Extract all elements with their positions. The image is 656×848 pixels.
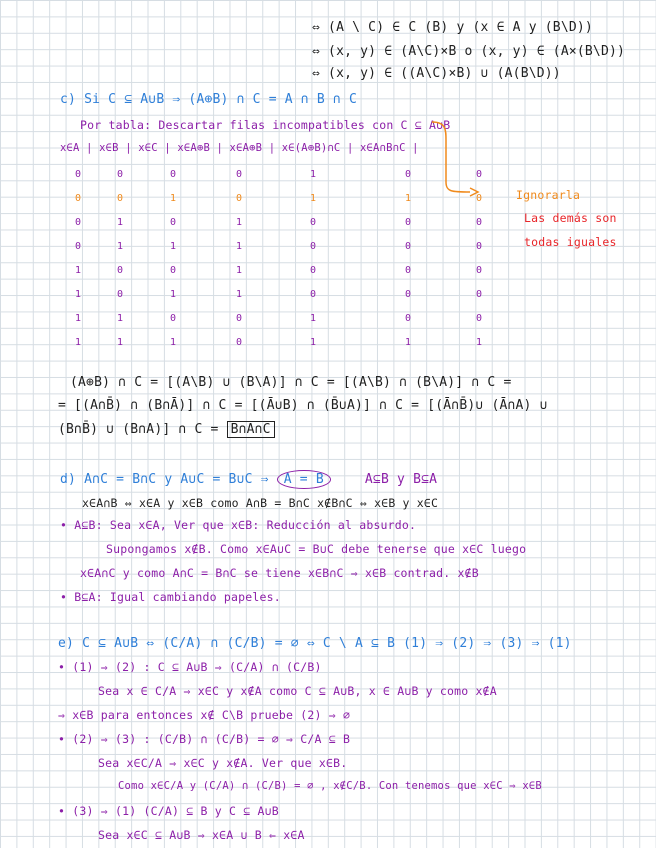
top-line-3: ⇔ (x, y) ∈ ((A\C)×B) ∪ (A(B\D)) [312,66,561,81]
section-e-line-8: Sea x∈C ⊆ A∪B ⇒ x∈A ∪ B ⇐ x∈A [98,828,305,842]
section-e-line-5: Sea x∈C/A ⇒ x∈C y x∉A. Ver que x∈B. [98,756,348,770]
proof-line-2: = [(A∩B̄) ∩ (B∩Ā)] ∩ C = [(Ā∪B) ∩ (B̄∪A)] ∩ C = [(Ā∩B̄)∪ (Ā∩A) ∪ [58,398,548,413]
others-note-line-2: todas iguales [524,235,617,249]
section-d-line-3: Supongamos x∉B. Como x∈A∪C = B∪C debe tenerse que x∈C luego [106,542,527,556]
top-line-2: ⇔ (x, y) ∈ (A\C)×B o (x, y) ∈ (A×(B\D)) [312,44,626,59]
section-c-note: Por tabla: Descartar filas incompatibles con C ⊆ A∪B [80,118,451,132]
section-e-line-3: ⇒ x∈B para entonces x∉ C\B pruebe (2) ⇒ ∅ [58,708,351,722]
table-row: 0 1 0 1 0 0 0 [74,217,483,229]
section-d-title: d) A∩C = B∩C y A∪C = B∪C ⇒ A = B A⊆B y B⊆A [60,472,438,487]
others-note-line-1: Las demás son [524,211,617,225]
section-e-line-4: • (2) ⇒ (3) : (C/B) ∩ (C/B) = ∅ ⇒ C/A ⊆ B [58,732,351,746]
ignored-row-note: Ignorarla [516,188,581,202]
section-e-line-7: • (3) ⇒ (1) (C/A) ⊆ B y C ⊆ A∪B [58,804,279,818]
section-d-line-2: • A⊆B: Sea x∈A, Ver que x∈B: Reducción al absurdo. [60,518,417,532]
table-row: 1 1 0 0 1 0 0 [74,312,483,324]
section-e-line-6: Como x∈C/A y (C/A) ∩ (C/B) = ∅ , x∉C/B. Con tenemos que x∈C ⇒ x∈B [118,780,542,792]
proof-line-3: (B∩B̄) ∪ (B∩A)] ∩ C = B∩A∩C [58,422,275,437]
section-d-line-5: • B⊆A: Igual cambiando papeles. [60,590,281,604]
truth-table-header: x∈A | x∈B | x∈C | x∈A⊕B | x∈A⊕B | x∈(A⊕B)∩C | x∈A∩B∩C | [60,142,419,154]
table-row-ignored: 0 0 1 0 1 1 0 [74,193,483,205]
circled-a-equals-b: A = B [277,470,331,489]
table-row: 1 0 0 1 0 0 0 [74,265,483,276]
section-d-line-1: x∈A∩B ⇔ x∈A y x∈B como A∩B = B∩C x∉B∩C ⇔ x∈B y x∈C [82,496,439,510]
section-e-line-2: Sea x ∈ C/A ⇒ x∈C y x∉A como C ⊆ A∪B, x ∈ A∪B y como x∉A [98,684,497,698]
section-e-title: e) C ⊆ A∪B ⇔ (C/A) ∩ (C/B) = ∅ ⇔ C \ A ⊆ B (1) ⇒ (2) ⇒ (3) ⇒ (1) [58,636,572,651]
table-row: 1 1 1 0 1 1 1 [74,336,483,348]
top-line-1: ⇔ (A \ C) ∈ C (B) y (x ∈ A y (B\D)) [312,20,593,35]
table-row: 0 1 1 1 0 0 0 [74,241,483,253]
section-e-line-1: • (1) ⇒ (2) : C ⊆ A∪B ⇒ (C/A) ∩ (C/B) [58,660,322,674]
proof-result-box: B∩A∩C [227,421,275,438]
table-row: 0 0 0 0 1 0 0 [74,169,483,181]
proof-line-1: (A⊕B) ∩ C = [(A\B) ∪ (B\A)] ∩ C = [(A\B) ∩ (B\A)] ∩ C = [70,375,512,390]
section-c-title: c) Si C ⊆ A∪B ⇒ (A⊕B) ∩ C = A ∩ B ∩ C [60,92,357,107]
table-row: 1 0 1 1 0 0 0 [74,288,483,300]
section-d-line-4: x∈A∩C y como A∩C = B∩C se tiene x∈B∩C ⇒ x∈B contrad. x∉B [80,566,479,580]
